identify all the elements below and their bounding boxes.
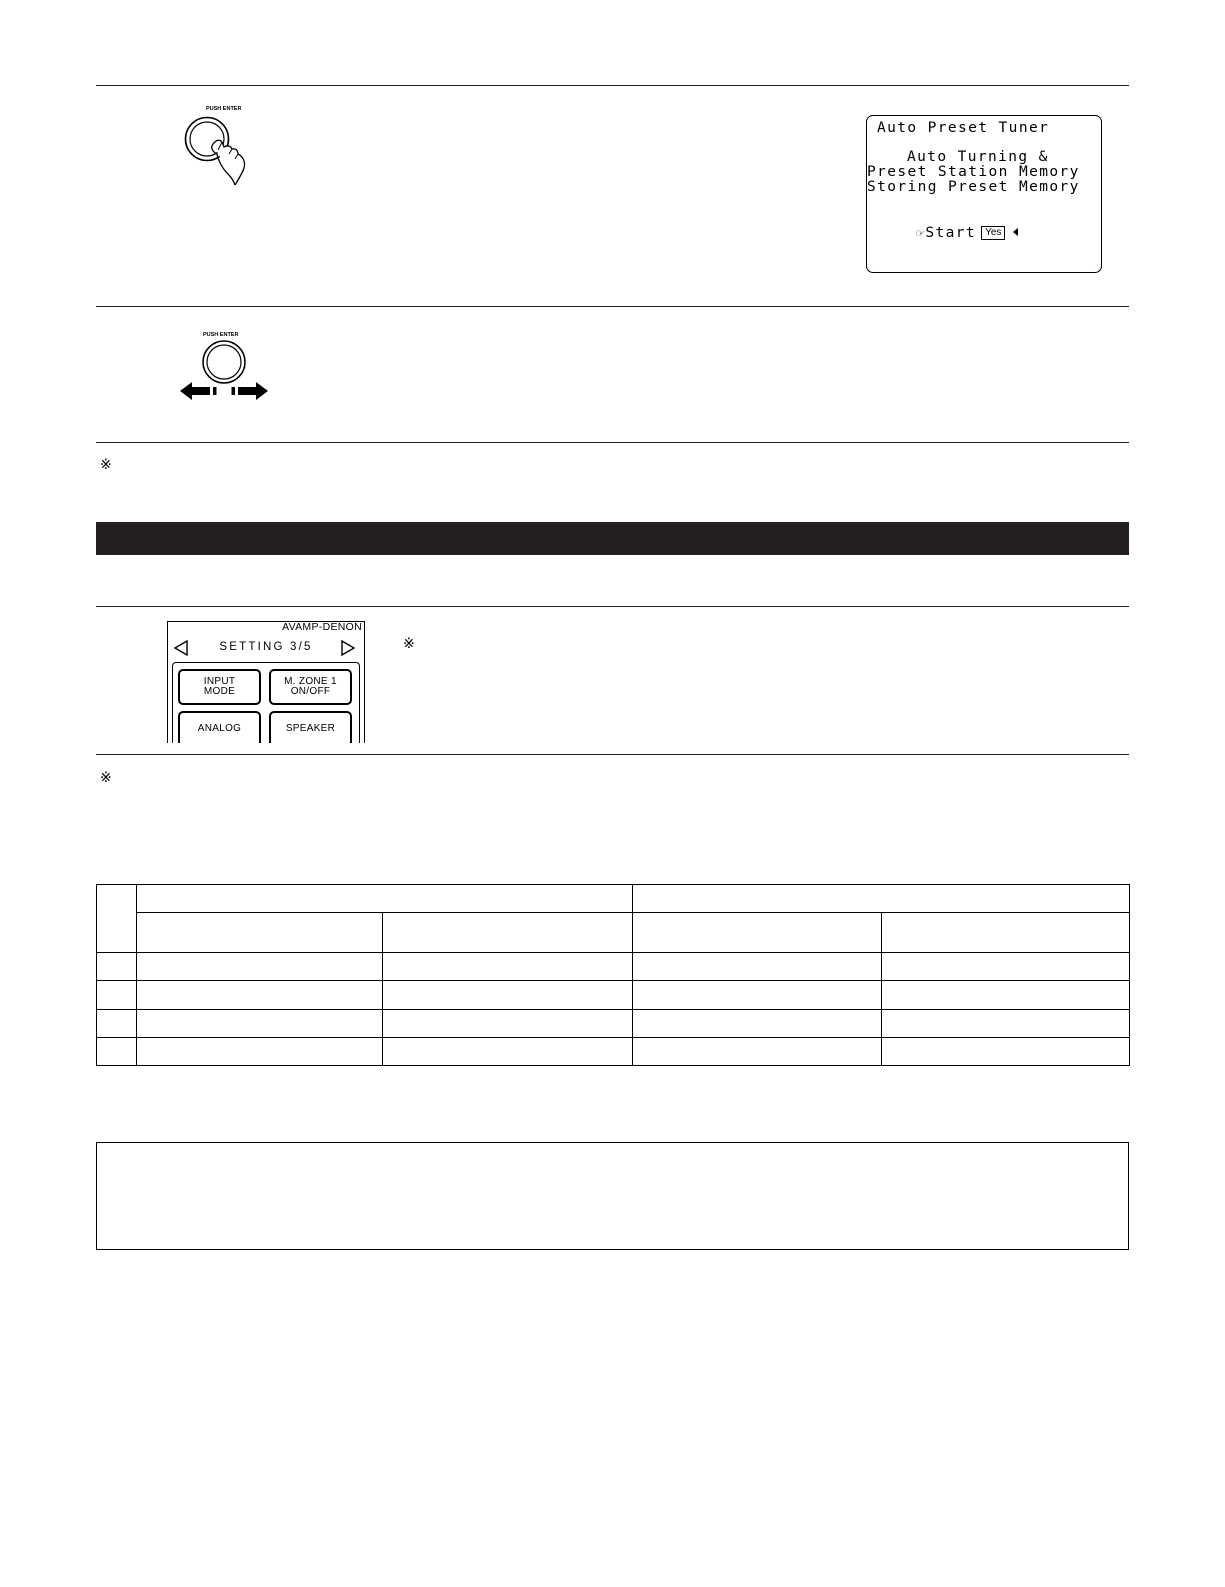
table-cell [97,1010,137,1038]
multi-zone-onoff-button[interactable]: M. ZONE 1 ON/OFF [269,669,352,705]
input-mode-button[interactable]: INPUT MODE [178,669,261,705]
osd-title: Auto Preset Tuner [877,120,1050,136]
table-cell [137,981,383,1010]
table-corner-cell [97,885,137,953]
cursor-arrow-icon [1013,228,1018,236]
section-divider [96,754,1129,755]
table-cell [633,1038,882,1066]
osd-start-label: Start [925,225,977,241]
osd-start-row [875,209,1018,257]
table-cell [97,953,137,981]
table-cell [633,1010,882,1038]
section-divider [96,606,1129,607]
section-divider-top [96,85,1129,86]
table-group-header [633,885,1130,913]
table-cell [137,1038,383,1066]
table-column-header [633,913,882,953]
knob-label: PUSH ENTER [206,106,242,112]
table-cell [633,981,882,1010]
right-arrow-icon[interactable] [340,640,356,656]
note-box [96,1142,1129,1250]
analog-button[interactable]: ANALOG [178,711,261,743]
table-cell [383,981,633,1010]
table-row [97,1038,1130,1066]
table-cell [882,1010,1130,1038]
table-cell [137,953,383,981]
section-divider [96,306,1129,307]
remote-brand-label: AVAMP-DENON [282,621,362,633]
table-cell [882,953,1130,981]
table-column-header [383,913,633,953]
push-enter-knob-illustration [180,104,270,190]
table-cell [97,981,137,1010]
table-column-header [137,913,383,953]
table-row [97,981,1130,1010]
osd-line-storing: Storing Preset Memory [867,179,1080,195]
table-row [97,1010,1130,1038]
settings-table [96,884,1130,1066]
remote-page-title: SETTING 3/5 [219,641,313,653]
section-heading-band [96,522,1129,555]
table-cell [383,953,633,981]
note-mark: ※ [100,457,112,473]
note-mark: ※ [100,770,112,786]
note-mark: ※ [403,636,415,652]
table-cell [882,1038,1130,1066]
osd-screen [866,115,1102,273]
table-cell [882,981,1130,1010]
table-column-header [882,913,1130,953]
table-group-header [137,885,633,913]
table-row [97,953,1130,981]
osd-yes-option: Yes [981,226,1005,240]
pointing-hand-icon: ☞ [915,227,926,240]
push-enter-knob-turn-illustration [180,330,275,402]
osd-line-preset-station: Preset Station Memory [867,164,1080,180]
knob-label: PUSH ENTER [203,332,239,338]
osd-line-auto-tuning: Auto Turning & [907,149,1049,165]
remote-button-area [172,662,360,743]
table-cell [633,953,882,981]
section-divider [96,442,1129,443]
speaker-button[interactable]: SPEAKER [269,711,352,743]
table-cell [137,1010,383,1038]
remote-control-panel [167,621,365,743]
table-cell [97,1038,137,1066]
table-cell [383,1010,633,1038]
table-cell [383,1038,633,1066]
